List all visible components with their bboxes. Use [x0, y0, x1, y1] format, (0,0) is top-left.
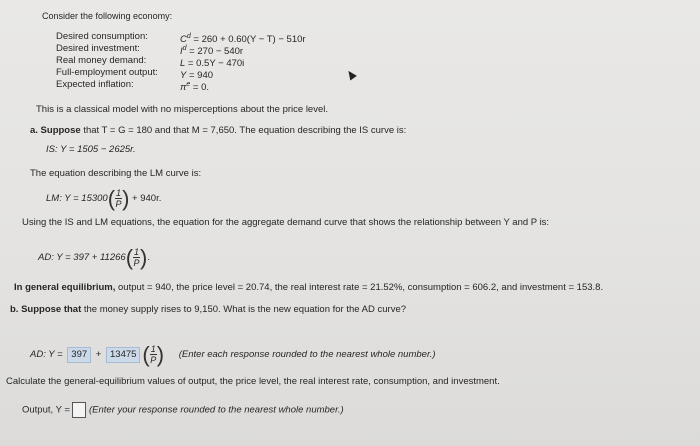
- eq-lhs: I: [180, 46, 183, 58]
- lm-fraction: [107, 185, 130, 211]
- classical-note: This is a classical model with no misperceptions about the price level.: [36, 104, 328, 115]
- eq-sup: e: [186, 81, 191, 88]
- part-b-text: the money supply rises to 9,150. What is the new equation for the AD curve?: [81, 304, 407, 315]
- label-expected-inflation: Expected inflation:: [56, 79, 134, 90]
- part-a-text: that T = G = 180 and that M = 7,650. The equation describing the IS curve is:: [80, 125, 407, 136]
- eq-lhs: C: [180, 34, 187, 46]
- part-b-question: [10, 304, 406, 316]
- fraction-den: P: [133, 258, 140, 268]
- paren-left: (: [107, 185, 116, 211]
- part-a-question: [30, 125, 406, 137]
- part-b-ad-equation: [30, 341, 436, 367]
- fraction-num: 1: [150, 344, 156, 354]
- ad-fraction: [125, 244, 148, 270]
- label-full-employment-output: Full-employment output:: [56, 67, 158, 78]
- paren-right: ): [156, 341, 165, 367]
- fraction-stack: [150, 344, 157, 365]
- plus-sign: +: [95, 349, 102, 361]
- fraction-den: P: [115, 199, 122, 209]
- eq-rhs: = 260 + 0.60(Y − T) − 510r: [190, 34, 306, 46]
- equilibrium-text: output = 940, the price level = 20.74, the real interest rate = 21.52%, consumption = 606.2, and investment = 153.8.: [115, 282, 604, 293]
- ad-intro: Using the IS and LM equations, the equation for the aggregate demand curve that shows the relationship between Y and P is:: [22, 217, 550, 228]
- intro-text: Consider the following economy:: [42, 11, 173, 21]
- fraction-stack: [115, 188, 122, 209]
- ad-tail: .: [147, 252, 150, 264]
- eq-rhs: = 270 − 540r: [186, 46, 244, 58]
- lm-label: LM: Y = 15300: [46, 193, 108, 205]
- eq-inflation: [180, 79, 209, 94]
- output-answer-row: [22, 402, 344, 418]
- ad-label: AD: Y = 397 + 11266: [38, 252, 126, 264]
- fraction-num: 1: [134, 247, 140, 257]
- eq-lhs: Y: [180, 70, 187, 82]
- eq-rhs: = 940: [186, 70, 214, 82]
- paren-right: ): [122, 185, 130, 211]
- label-desired-investment: Desired investment:: [56, 43, 140, 54]
- eq-rhs: = 0.: [190, 82, 210, 94]
- lm-curve-equation: [46, 185, 162, 211]
- paren-left: (: [125, 244, 134, 270]
- part-b-fraction: [142, 341, 165, 367]
- eq-sup: d: [182, 45, 187, 52]
- equilibrium-summary: [14, 282, 603, 294]
- paren-right: ): [140, 244, 148, 270]
- eq-lhs: π: [180, 82, 187, 94]
- output-label: Output, Y =: [22, 404, 70, 416]
- output-hint: (Enter your response rounded to the nearest whole number.): [88, 404, 344, 416]
- fraction-num: 1: [116, 188, 122, 198]
- eq-rhs: = 0.5Y − 470i: [185, 58, 245, 70]
- part-a-prefix: a. Suppose: [30, 125, 81, 136]
- label-desired-consumption: Desired consumption:: [56, 31, 148, 42]
- part-b-ad-label: AD: Y =: [30, 349, 63, 361]
- is-curve-equation: IS: Y = 1505 − 2625r.: [46, 144, 136, 155]
- fraction-stack: [133, 247, 140, 268]
- ad-curve-equation: [38, 244, 150, 270]
- ad-slope-answer[interactable]: 13475: [106, 347, 140, 363]
- part-b-prefix: b. Suppose that: [10, 304, 82, 315]
- eq-lhs: L: [180, 58, 186, 70]
- ad-intercept-answer[interactable]: 397: [67, 347, 91, 363]
- equilibrium-bold: In general equilibrium,: [14, 282, 116, 293]
- fraction-den: P: [150, 355, 157, 365]
- rounding-hint: (Enter each response rounded to the nearest whole number.): [178, 349, 436, 361]
- label-money-demand: Real money demand:: [56, 55, 147, 66]
- lm-tail: + 940r.: [129, 193, 162, 205]
- mouse-cursor-icon: [345, 69, 357, 81]
- eq-sup: d: [186, 33, 191, 40]
- paren-left: (: [142, 341, 150, 367]
- lm-intro: The equation describing the LM curve is:: [30, 168, 202, 179]
- calc-instruction: Calculate the general-equilibrium values of output, the price level, the real interest rate, consumption, and investment.: [6, 376, 500, 387]
- output-input[interactable]: [72, 402, 86, 418]
